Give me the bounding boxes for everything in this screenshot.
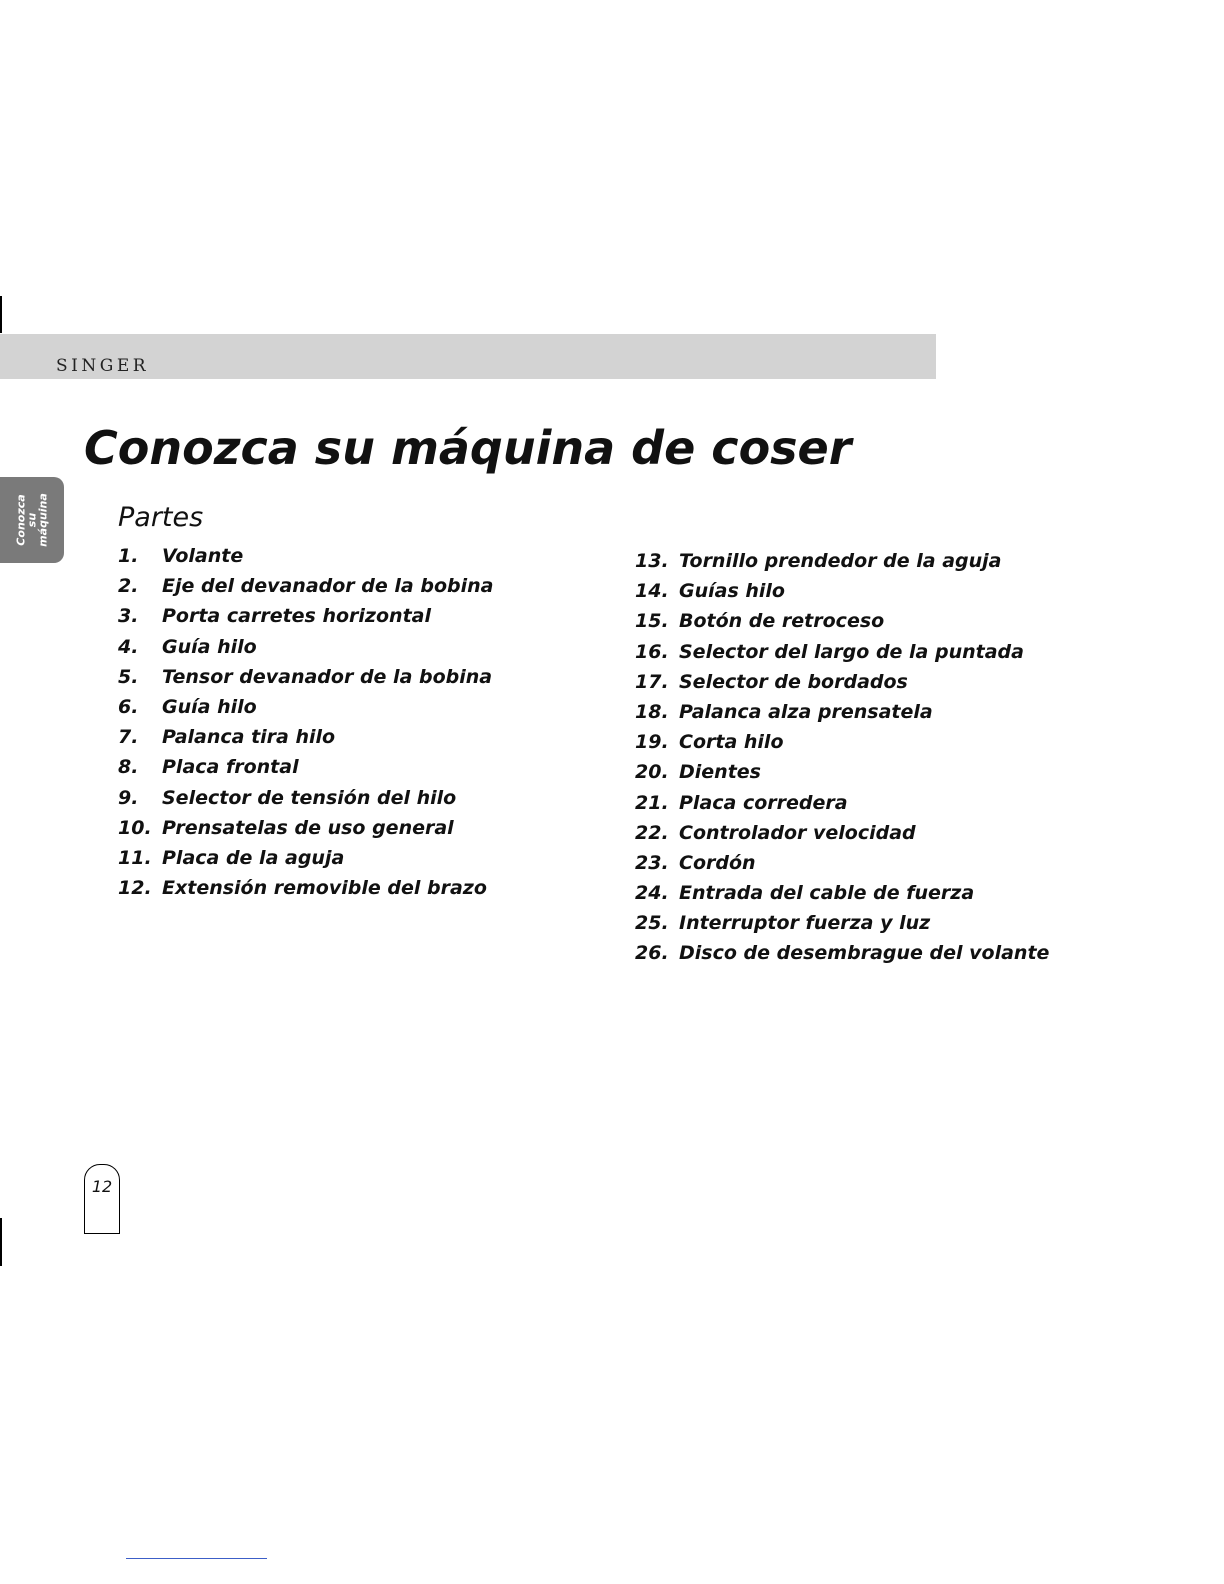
part-number: 22.	[635, 821, 669, 844]
part-item	[118, 783, 493, 813]
crop-mark-top	[0, 296, 2, 333]
bottom-rule	[126, 1558, 267, 1559]
part-label: Prensatelas de uso general	[162, 816, 454, 839]
part-label: Placa corredera	[679, 791, 848, 814]
part-item	[635, 757, 1049, 787]
part-label: Porta carretes horizontal	[162, 605, 431, 628]
part-label: Guías hilo	[679, 580, 785, 603]
part-label: Botón de retroceso	[679, 610, 885, 633]
section-side-tab	[0, 477, 64, 563]
part-label: Controlador velocidad	[679, 821, 916, 844]
part-number: 9.	[118, 786, 139, 809]
part-number: 3.	[118, 605, 139, 628]
part-number: 18.	[635, 700, 669, 723]
part-item	[635, 818, 1049, 848]
part-number: 5.	[118, 665, 139, 688]
part-item	[635, 788, 1049, 818]
part-item	[635, 546, 1049, 576]
part-item	[635, 576, 1049, 606]
side-tab-label	[16, 493, 49, 547]
part-label: Volante	[162, 545, 244, 567]
part-item	[635, 878, 1049, 908]
part-number: 20.	[635, 761, 669, 784]
part-number: 16.	[635, 640, 669, 663]
crop-mark-bottom	[0, 1218, 2, 1266]
part-label: Palanca tira hilo	[162, 726, 336, 749]
part-label: Tornillo prendedor de la aguja	[679, 550, 1002, 572]
side-tab-line: Conozca	[14, 494, 28, 546]
part-number: 17.	[635, 670, 669, 693]
part-label: Entrada del cable de fuerza	[679, 882, 975, 905]
part-item	[635, 938, 1049, 968]
part-label: Tensor devanador de la bobina	[162, 665, 493, 688]
part-label: Palanca alza prensatela	[679, 700, 933, 723]
part-label: Interruptor fuerza y luz	[679, 912, 931, 935]
part-number: 23.	[635, 851, 669, 874]
part-number: 4.	[118, 635, 139, 658]
part-label: Guía hilo	[162, 695, 257, 718]
part-label: Placa frontal	[162, 756, 299, 779]
part-number: 26.	[635, 942, 669, 965]
part-item	[118, 601, 493, 631]
part-item	[635, 848, 1049, 878]
part-item	[118, 632, 493, 662]
part-label: Disco de desembrague del volante	[679, 942, 1050, 965]
part-number: 15.	[635, 610, 669, 633]
part-item	[118, 722, 493, 752]
part-number: 11.	[118, 846, 152, 869]
part-label: Selector del largo de la puntada	[679, 640, 1024, 663]
part-number: 13.	[635, 550, 669, 572]
part-label: Extensión removible del brazo	[162, 877, 487, 900]
part-item	[118, 662, 493, 692]
part-number: 12.	[118, 877, 152, 900]
page-title: Conozca su máquina de coser	[84, 421, 852, 475]
part-item	[118, 813, 493, 843]
part-item	[118, 541, 493, 571]
side-tab-line: máquina	[36, 493, 50, 547]
part-number: 24.	[635, 882, 669, 905]
part-number: 14.	[635, 580, 669, 603]
part-number: 19.	[635, 731, 669, 754]
brand-logo: SINGER	[56, 356, 150, 376]
part-label: Dientes	[679, 761, 761, 784]
part-item	[635, 667, 1049, 697]
part-item	[635, 606, 1049, 636]
part-item	[635, 908, 1049, 938]
section-title: Partes	[118, 502, 204, 533]
part-label: Cordón	[679, 851, 756, 874]
part-number: 7.	[118, 726, 139, 749]
part-number: 6.	[118, 695, 139, 718]
parts-list-column-2	[635, 546, 1049, 969]
part-item	[118, 843, 493, 873]
part-label: Selector de bordados	[679, 670, 908, 693]
page-number-tab	[84, 1164, 120, 1234]
part-number: 10.	[118, 816, 152, 839]
part-item	[635, 727, 1049, 757]
part-label: Selector de tensión del hilo	[162, 786, 457, 809]
part-label: Guía hilo	[162, 635, 257, 658]
part-number: 1.	[118, 545, 139, 567]
part-label: Corta hilo	[679, 731, 784, 754]
part-number: 8.	[118, 756, 139, 779]
part-item	[118, 571, 493, 601]
part-number: 21.	[635, 791, 669, 814]
part-item	[635, 697, 1049, 727]
part-label: Eje del devanador de la bobina	[162, 575, 494, 598]
part-number: 25.	[635, 912, 669, 935]
part-item	[635, 637, 1049, 667]
part-item	[118, 873, 493, 903]
page-number: 12	[91, 1177, 113, 1196]
side-tab-line: su	[25, 512, 39, 528]
parts-list-column-1	[118, 541, 493, 903]
part-item	[118, 752, 493, 782]
part-number: 2.	[118, 575, 139, 598]
part-item	[118, 692, 493, 722]
part-label: Placa de la aguja	[162, 846, 345, 869]
